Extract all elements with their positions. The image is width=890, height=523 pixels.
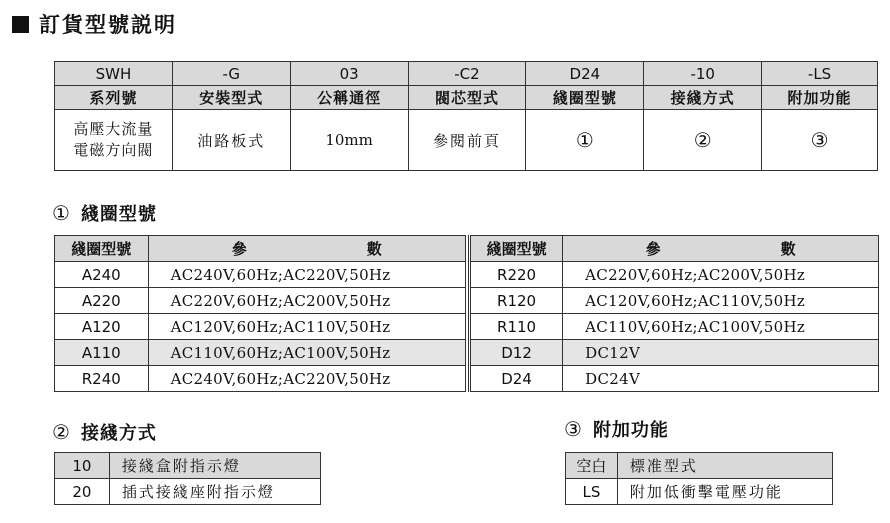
coil-code: R240 (55, 366, 149, 392)
coil-table-header (55, 236, 466, 262)
table-row (55, 453, 321, 479)
name-cell: 系列號 (55, 86, 173, 110)
order-code-table (54, 61, 878, 171)
coil-code: R120 (470, 288, 563, 314)
col-param-header (148, 236, 465, 262)
coil-section-heading (52, 200, 157, 226)
code-cell: -C2 (408, 62, 526, 86)
page-title (12, 8, 177, 40)
col-model-header: 綫圈型號 (470, 236, 563, 262)
section-number: ② (52, 420, 71, 444)
coil-param: AC110V,60Hz;AC100V,50Hz (148, 340, 465, 366)
wiring-code: 20 (55, 479, 110, 505)
coil-param: AC220V,60Hz;AC200V,50Hz (563, 262, 879, 288)
order-codes-row (55, 62, 878, 86)
wiring-table (54, 452, 321, 505)
name-cell: 公稱通徑 (290, 86, 408, 110)
param-header-b: 數 (366, 240, 382, 258)
coil-code: D12 (470, 340, 563, 366)
code-cell: D24 (526, 62, 644, 86)
table-row (55, 366, 466, 392)
order-values-row (55, 110, 878, 171)
table-row (470, 314, 879, 340)
extra-code: LS (566, 479, 618, 505)
coil-table-left (54, 235, 466, 392)
coil-param: DC12V (563, 340, 879, 366)
coil-code: A240 (55, 262, 149, 288)
table-row (55, 314, 466, 340)
coil-param: AC120V,60Hz;AC110V,50Hz (148, 314, 465, 340)
code-cell: SWH (55, 62, 173, 86)
coil-code: R110 (470, 314, 563, 340)
param-header-a: 參 (231, 240, 247, 258)
col-model-header: 綫圈型號 (55, 236, 149, 262)
coil-param: AC220V,60Hz;AC200V,50Hz (148, 288, 465, 314)
table-row (55, 262, 466, 288)
table-row (470, 288, 879, 314)
table-row (470, 262, 879, 288)
code-cell: 03 (290, 62, 408, 86)
code-cell: -10 (644, 62, 762, 86)
name-cell: 綫圈型號 (526, 86, 644, 110)
coil-code: A110 (55, 340, 149, 366)
extra-code: 空白 (566, 453, 618, 479)
value-cell: ① (526, 110, 644, 171)
table-row (470, 366, 879, 392)
extra-desc: 附加低衝擊電壓功能 (617, 479, 832, 505)
desc-line-1: 高壓大流量 (73, 120, 154, 138)
extra-function-table (565, 452, 833, 505)
coil-param: AC240V,60Hz;AC220V,50Hz (148, 366, 465, 392)
coil-param: AC240V,60Hz;AC220V,50Hz (148, 262, 465, 288)
series-description (55, 110, 173, 171)
extra-section-heading (564, 416, 669, 442)
square-bullet-icon (12, 16, 29, 33)
param-header-a: 參 (645, 240, 661, 258)
table-row (55, 340, 466, 366)
wiring-code: 10 (55, 453, 110, 479)
wiring-desc: 插式接綫座附指示燈 (109, 479, 320, 505)
section-title: 綫圈型號 (80, 204, 157, 225)
value-cell: ③ (762, 110, 878, 171)
table-row (55, 479, 321, 505)
value-cell: 參閱前頁 (408, 110, 526, 171)
col-param-header (563, 236, 879, 262)
coil-param: DC24V (563, 366, 879, 392)
order-names-row (55, 86, 878, 110)
coil-table-header (470, 236, 879, 262)
value-cell: ② (644, 110, 762, 171)
code-cell: -G (172, 62, 290, 86)
coil-param: AC120V,60Hz;AC110V,50Hz (563, 288, 879, 314)
wiring-desc: 接綫盒附指示燈 (109, 453, 320, 479)
coil-code: D24 (470, 366, 563, 392)
table-row (566, 453, 833, 479)
param-header-b: 數 (780, 240, 796, 258)
wiring-section-heading (52, 419, 157, 445)
code-cell: -LS (762, 62, 878, 86)
coil-table-right (468, 235, 879, 392)
name-cell: 接綫方式 (644, 86, 762, 110)
coil-code: A120 (55, 314, 149, 340)
coil-param: AC110V,60Hz;AC100V,50Hz (563, 314, 879, 340)
section-number: ③ (564, 417, 583, 441)
value-cell: 油路板式 (172, 110, 290, 171)
table-row (470, 340, 879, 366)
table-row (55, 288, 466, 314)
coil-code: A220 (55, 288, 149, 314)
desc-line-2: 電磁方向閥 (73, 141, 154, 159)
section-number: ① (52, 201, 71, 225)
coil-code: R220 (470, 262, 563, 288)
page-title-text: 訂貨型號説明 (39, 13, 177, 37)
value-cell: 10mm (290, 110, 408, 171)
table-row (566, 479, 833, 505)
name-cell: 閥芯型式 (408, 86, 526, 110)
extra-desc: 標准型式 (617, 453, 832, 479)
name-cell: 附加功能 (762, 86, 878, 110)
name-cell: 安裝型式 (172, 86, 290, 110)
section-title: 附加功能 (592, 420, 669, 441)
section-title: 接綫方式 (80, 423, 157, 444)
